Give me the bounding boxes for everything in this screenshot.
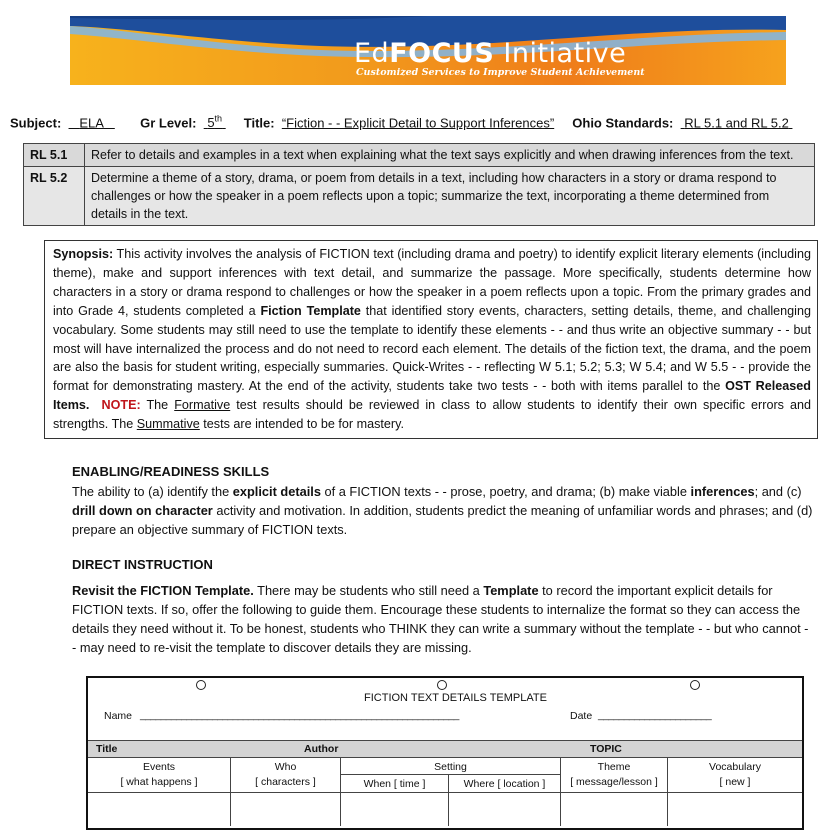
standards-table (23, 143, 815, 226)
subject-label: Subject: (10, 115, 62, 131)
standard-row (24, 167, 815, 226)
where-cell[interactable] (450, 794, 559, 824)
when-cell[interactable] (342, 794, 447, 824)
who-subheader: [ characters ] (255, 776, 316, 788)
fiction-details-template (86, 676, 804, 830)
standard-code: RL 5.2 (24, 167, 85, 226)
standards-value: RL 5.1 and RL 5.2 (684, 115, 789, 131)
binder-hole-icon (690, 680, 700, 690)
theme-subheader: [ message/lesson ] (570, 776, 658, 788)
theme-header: Theme (597, 761, 631, 773)
standard-row (24, 144, 815, 167)
grade-label: Gr Level: (140, 115, 197, 131)
title-label: Title: (243, 115, 275, 131)
banner-title: EdFOCUS Initiative (354, 38, 627, 69)
edfocus-banner (70, 16, 786, 85)
date-label: Date (570, 710, 593, 722)
standard-code: RL 5.1 (24, 144, 85, 167)
author-column-label: Author (304, 743, 339, 755)
name-line[interactable]: ______________________________________________________________ (140, 709, 459, 721)
who-cell[interactable] (232, 794, 339, 824)
binder-hole-icon (196, 680, 206, 690)
events-cell[interactable] (89, 794, 229, 824)
title-value: “Fiction - - Explicit Detail to Support Inferences” (281, 115, 555, 131)
vocabulary-cell[interactable] (669, 794, 800, 824)
title-column-label: Title (96, 743, 118, 755)
banner-subtitle: Customized Services to Improve Student Achievement (356, 67, 645, 78)
who-header: Who (274, 761, 297, 773)
synopsis-label: Synopsis: (53, 247, 114, 261)
standard-text: Determine a theme of a story, drama, or poem from details in a text, including how characters in a story or drama respond to challenges or how the speaker in a poem reflects upon a topic; summarize the text, incorporating a theme determined from details in the text. (85, 167, 815, 226)
enabling-heading: ENABLING/READINESS SKILLS (72, 464, 270, 479)
synopsis-box: Synopsis: This activity involves the analysis of FICTION text (including drama and poetry) to identify explicit literary elements (including theme), make and support inferences with text detail, and summarize the passage. More specifically, students determine how characters in a story or drama respond to challenges or how the speaker in a poem reflects upon a topic. From the primary grades and into Grade 4, students completed a Fiction Template that identified story events, characters, setting details, theme, and challenging vocabulary. Some students may still need to use the template to identify these elements - - and thus write an objective summary - - but most will have internalized the process and do not need to record each element. The details of the fiction text, the drama, and the poem are also the basis for student writing, especially summaries. Quick-Writes - - reflecting W 5.1; 5.2; 5.3; W 5.4; and W 5.5 - - provide the format for demonstrating mastery. At the end of the activity, students take two tests - - both with items parallel to the OST Released Items. NOTE: The Formative test results should be reviewed in class to allow students to identify their own specific errors and strengths. The Summative tests are intended to be for mastery. (44, 240, 818, 439)
enabling-paragraph: The ability to (a) identify the explicit details of a FICTION texts - - prose, poetry, and drama; (b) make viable inferences; and (c) drill down on character activity and motivation. In addition, students predict the meaning of unfamiliar words and phrases; and (d) prepare an objective summary of FICTION texts. (72, 484, 813, 537)
template-title: FICTION TEXT DETAILS TEMPLATE (364, 692, 547, 704)
topic-column-label: TOPIC (590, 743, 622, 755)
setting-header: Setting (434, 761, 467, 773)
note-label: NOTE: (101, 398, 141, 413)
standards-label: Ohio Standards: (572, 115, 674, 131)
theme-cell[interactable] (562, 794, 666, 824)
direct-instruction-paragraph: Revisit the FICTION Template. There may be students who still need a Template to record the important explicit details for FICTION texts. If so, offer the following to guide them. Encourage these students to internalize the format so they can access the details they need without it. To be honest, students who THINK they can write a summary without the template - - but who cannot - - may need to re-visit the template to discover details they are missing. (72, 583, 809, 655)
direct-instruction-heading: DIRECT INSTRUCTION (72, 557, 213, 572)
vocabulary-header: Vocabulary (709, 761, 761, 773)
grade-value: 5th (207, 114, 223, 131)
date-line[interactable]: ______________________ (598, 709, 712, 721)
where-subheader: Where [ location ] (463, 778, 546, 790)
events-header: Events (142, 761, 176, 773)
subject-value: ELA (79, 115, 104, 131)
name-label: Name (104, 710, 133, 722)
standard-text: Refer to details and examples in a text when explaining what the text says explicitly and when drawing inferences from the text. (85, 144, 815, 167)
events-subheader: [ what happens ] (120, 776, 198, 788)
vocabulary-subheader: [ new ] (719, 776, 751, 788)
subject-line (10, 114, 792, 130)
title-row (88, 741, 802, 757)
binder-hole-icon (437, 680, 447, 690)
when-subheader: When [ time ] (363, 778, 426, 790)
